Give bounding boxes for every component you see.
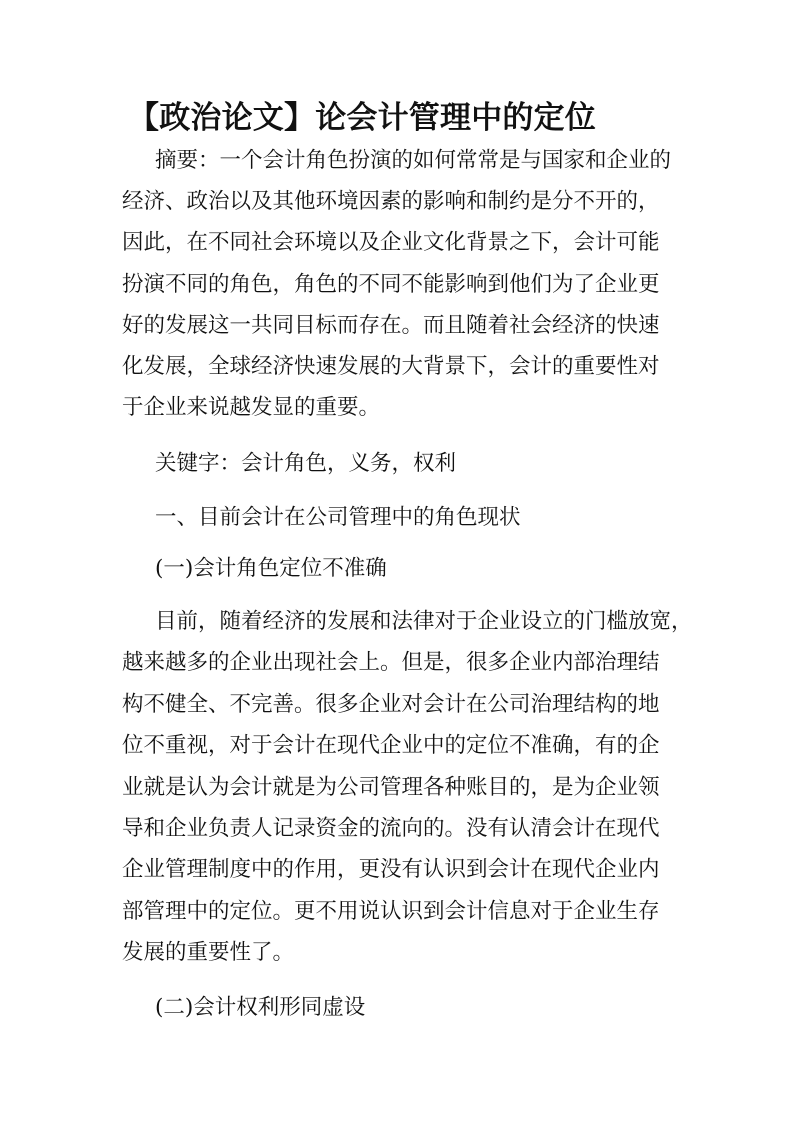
body-paragraph	[122, 601, 702, 974]
paragraph-line: 部管理中的定位。更不用说认识到会计信息对于企业生存	[122, 898, 660, 924]
paragraph-line: 目前，随着经济的发展和法律对于企业设立的门槛放宽，	[155, 609, 693, 634]
paragraph-line: 业就是认为会计就是为公司管理各种账目的，是为企业领	[122, 774, 660, 800]
keywords-line: 关键字：会计角色，义务，权利	[155, 451, 457, 476]
abstract-line: 化发展，全球经济快速发展的大背景下，会计的重要性对	[122, 354, 660, 380]
subsection-heading: (二)会计权利形同虚设	[155, 995, 366, 1020]
paragraph-line: 位不重视，对于会计在现代企业中的定位不准确，有的企	[122, 733, 660, 759]
abstract-line: 经济、政治以及其他环境因素的影响和制约是分不开的，	[122, 189, 660, 215]
paragraph-line: 构不健全、不完善。很多企业对会计在公司治理结构的地	[122, 691, 660, 717]
abstract-line: 于企业来说越发显的重要。	[122, 395, 381, 421]
abstract-line: 因此，在不同社会环境以及企业文化背景之下，会计可能	[122, 230, 660, 256]
abstract-line: 好的发展这一共同目标而存在。而且随着社会经济的快速	[122, 312, 660, 338]
abstract-line: 摘要：一个会计角色扮演的如何常常是与国家和企业的	[155, 148, 672, 173]
paragraph-line: 发展的重要性了。	[122, 940, 295, 966]
abstract-paragraph	[122, 140, 682, 428]
subsection-heading: (一)会计角色定位不准确	[155, 556, 387, 581]
paragraph-line: 企业管理制度中的作用，更没有认识到会计在现代企业内	[122, 857, 660, 883]
document-title: 【政治论文】论会计管理中的定位	[128, 100, 596, 136]
paragraph-line: 导和企业负责人记录资金的流向的。没有认清会计在现代	[122, 816, 660, 842]
abstract-line: 扮演不同的角色，角色的不同不能影响到他们为了企业更	[122, 271, 660, 297]
section-heading: 一、目前会计在公司管理中的角色现状	[155, 505, 521, 530]
paragraph-line: 越来越多的企业出现社会上。但是，很多企业内部治理结	[122, 650, 660, 676]
